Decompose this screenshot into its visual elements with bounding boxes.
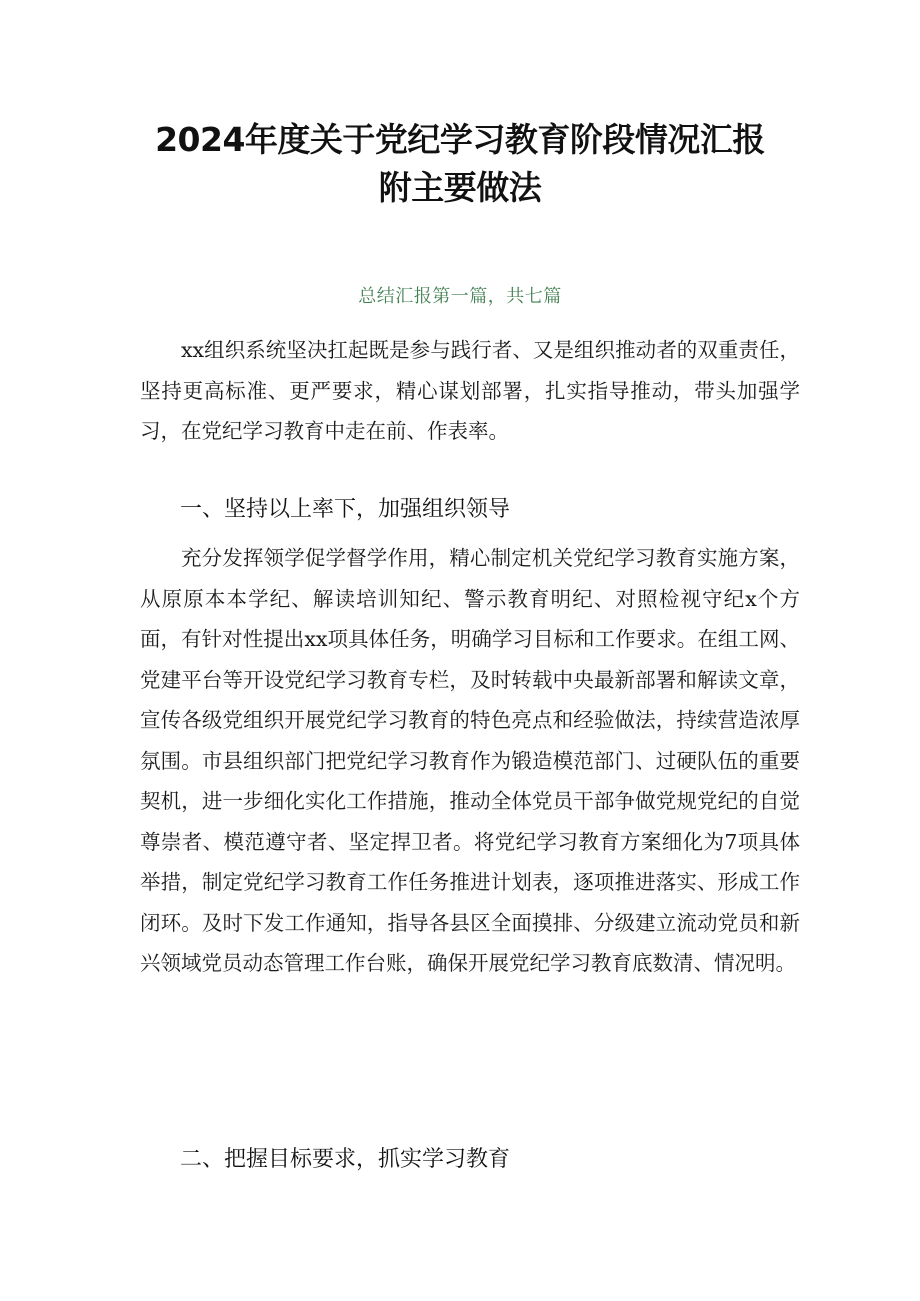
section-1-paragraph: 充分发挥领学促学督学作用，精心制定机关党纪学习教育实施方案，从原原本本学纪、解读培训知纪、警示教育明纪、对照检视守纪x个方面，有针对性提出xx项具体任务，明确学习目标和工作要求。在组工网、党建平台等开设党纪学习教育专栏，及时转载中央最新部署和解读文章，宣传各级党组织开展党纪学习教育的特色亮点和经验做法，持续营造浓厚氛围。市县组织部门把党纪学习教育作为锻造模范部门、过硬队伍的重要契机，进一步细化实化工作措施，推动全体党员干部争做党规党纪的自觉尊崇者、模范遵守者、坚定捍卫者。将党纪学习教育方案细化为7项具体举措，制定党纪学习教育工作任务推进计划表，逐项推进落实、形成工作闭环。及时下发工作通知，指导各县区全面摸排、分级建立流动党员和新兴领域党员动态管理工作台账，确保开展党纪学习教育底数清、情况明。: [140, 546, 800, 975]
section-heading-1: 一、坚持以上率下，加强组织领导: [180, 497, 511, 522]
section-heading-2: 二、把握目标要求，抓实学习教育: [180, 1147, 511, 1172]
intro-paragraph: xx组织系统坚决扛起既是参与践行者、又是组织推动者的双重责任，坚持更高标准、更严要求，精心谋划部署，扎实指导推动，带头加强学习，在党纪学习教育中走在前、作表率。: [140, 338, 800, 443]
document-subtitle: 总结汇报第一篇，共七篇: [358, 286, 562, 307]
document-title-line2: 附主要做法: [378, 168, 542, 207]
document-title: 2024年度关于党纪学习教育阶段情况汇报: [155, 120, 765, 159]
